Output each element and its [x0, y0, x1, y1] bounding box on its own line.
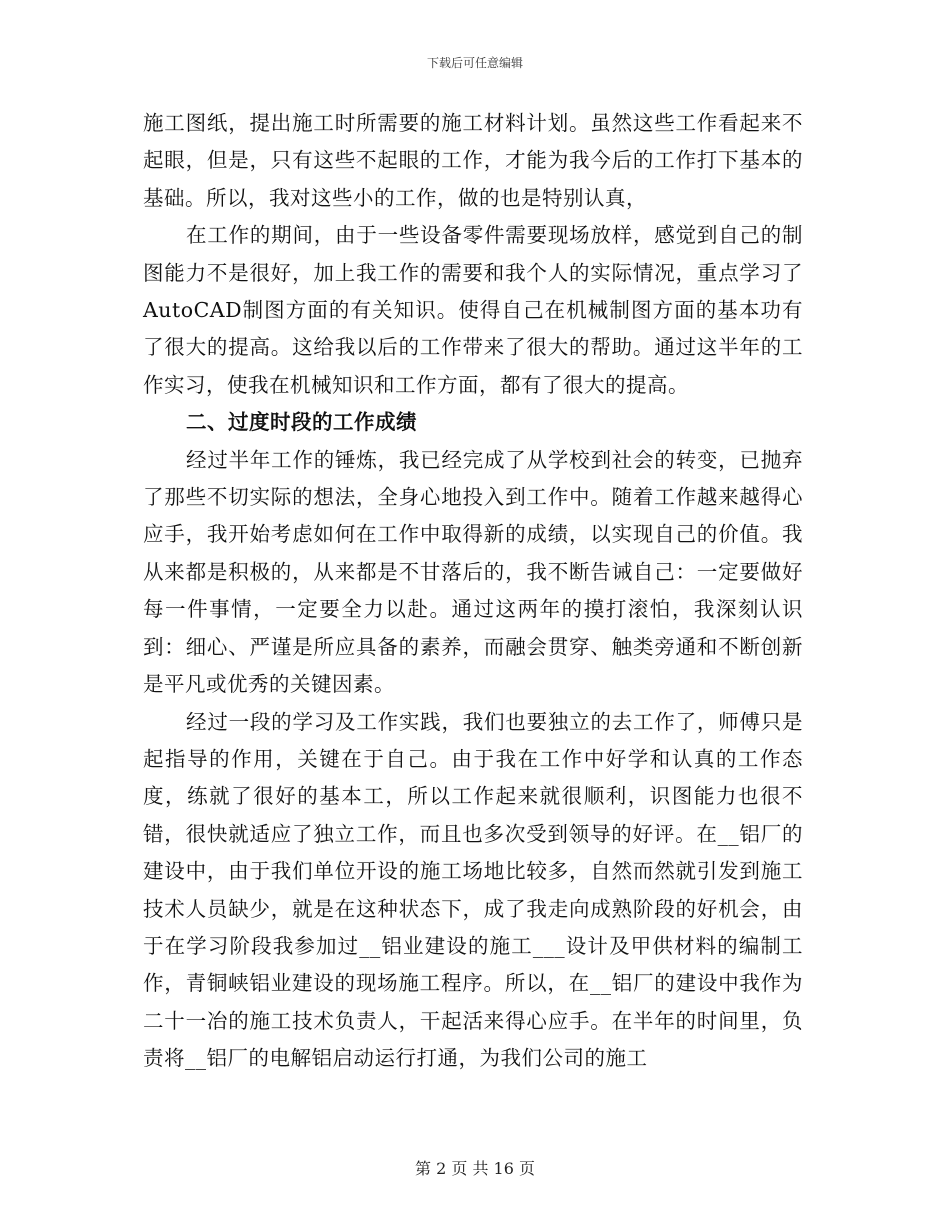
page-header: 下载后可任意编辑	[426, 56, 523, 70]
paragraph-2: 在工作的期间，由于一些设备零件需要现场放样，感觉到自己的制图能力不是很好，加上我工作的需要和我个人的实际情况，重点学习了AutoCAD制图方面的有关知识。使得自己在机械制图方面的基本功有了很大的提高。这给我以后的工作带来了很大的帮助。通过这半年的工作实习，使我在机械知识和工作方面，都有了很大的提高。	[143, 223, 803, 397]
document-body	[143, 105, 803, 1078]
paragraph-1: 施工图纸，提出施工时所需要的施工材料计划。虽然这些工作看起来不起眼，但是，只有这些不起眼的工作，才能为我今后的工作打下基本的基础。所以，我对这些小的工作，做的也是特别认真，	[143, 111, 803, 210]
paragraph-3: 经过半年工作的锤炼，我已经完成了从学校到社会的转变，已抛弃了那些不切实际的想法，全身心地投入到工作中。随着工作越来越得心应手，我开始考虑如何在工作中取得新的成绩，以实现自己的价值。我从来都是积极的，从来都是不甘落后的，我不断告诫自己：一定要做好每一件事情，一定要全力以赴。通过这两年的摸打滚怕，我深刻认识到：细心、严谨是所应具备的素养，而融会贯穿、触类旁通和不断创新是平凡或优秀的关键因素。	[143, 447, 803, 697]
page-footer: 第 2 页 共 16 页	[415, 1159, 535, 1178]
paragraph-4: 经过一段的学习及工作实践，我们也要独立的去工作了，师傅只是起指导的作用，关键在于自己。由于我在工作中好学和认真的工作态度，练就了很好的基本工，所以工作起来就很顺利，识图能力也很不错，很快就适应了独立工作，而且也多次受到领导的好评。在__铝厂的建设中，由于我们单位开设的施工场地比较多，自然而然就引发到施工技术人员缺少，就是在这种状态下，成了我走向成熟阶段的好机会，由于在学习阶段我参加过__铝业建设的施工___设计及甲供材料的编制工作，青铜峡铝业建设的现场施工程序。所以，在__铝厂的建设中我作为二十一冶的施工技术负责人，干起活来得心应手。在半年的时间里，负责将__铝厂的电解铝启动运行打通，为我们公司的施工	[143, 709, 803, 1071]
section-heading: 二、过度时段的工作成绩	[186, 410, 418, 435]
